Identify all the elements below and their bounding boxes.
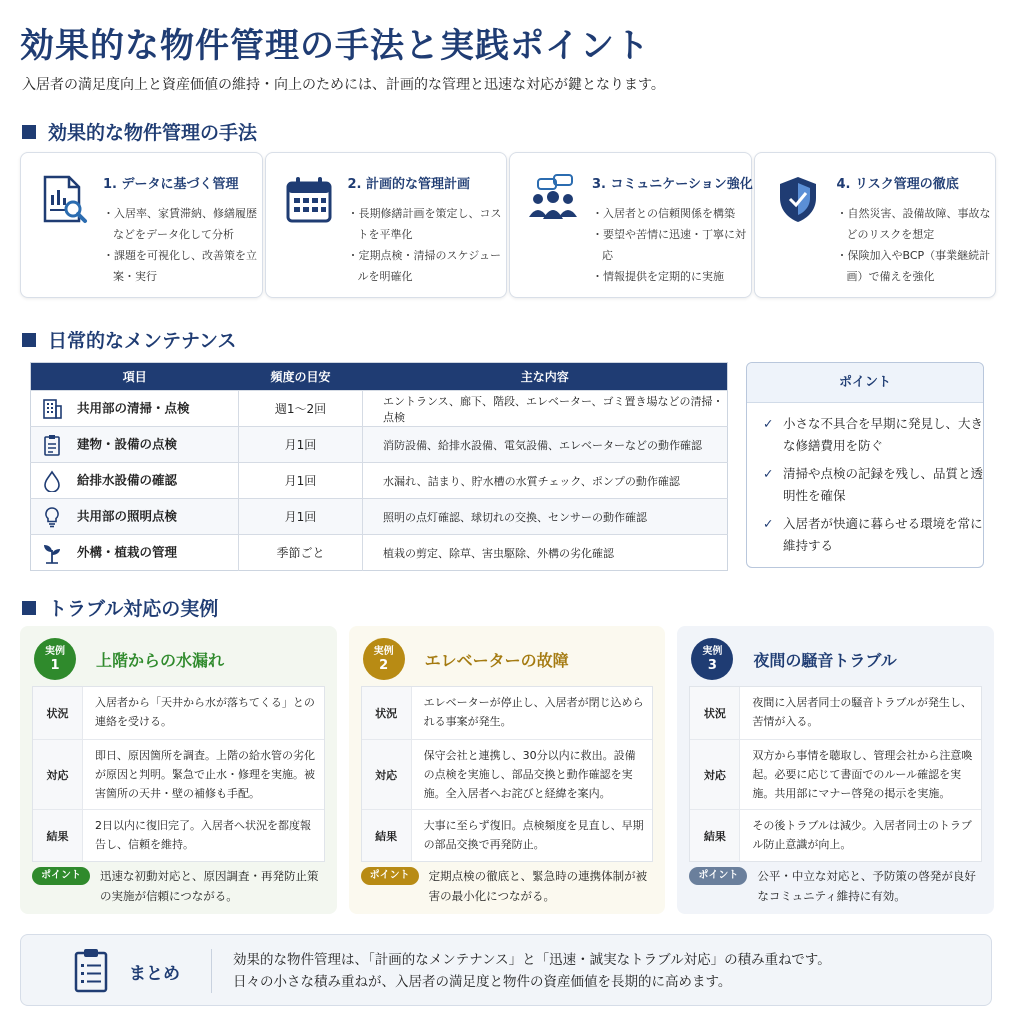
column-header: 項目 <box>31 363 239 391</box>
check-icon: ✓ <box>763 416 774 431</box>
page-title: 効果的な物件管理の手法と実践ポイント <box>20 26 650 66</box>
page-subtitle: 入居者の満足度向上と資産価値の維持・向上のためには、計画的な管理と迅速な対応が鍵となります。 <box>22 77 665 93</box>
heading-square-icon <box>22 125 36 139</box>
point-box-title: ポイント <box>747 363 983 403</box>
people-chat-icon <box>528 173 578 225</box>
check-icon: ✓ <box>763 516 774 531</box>
table-row: 共用部の清掃・点検 週1〜2回 エントランス、廊下、階段、エレベーター、ゴミ置き場などの清掃・点検 <box>31 391 728 427</box>
table-row: 外構・植栽の管理 季節ごと 植栽の剪定、除草、害虫駆除、外構の劣化確認 <box>31 535 728 571</box>
method-card <box>265 152 508 298</box>
section-heading-maintenance: 日常的なメンテナンス <box>22 326 236 353</box>
checklist-icon <box>41 434 63 456</box>
heading-square-icon <box>22 601 36 615</box>
case-card <box>20 626 337 914</box>
summary-divider <box>211 949 212 993</box>
method-title: 2. 計画的な管理計画 <box>347 177 471 192</box>
point-item: ✓ 入居者が快適に暮らせる環境を常に維持する <box>763 513 983 557</box>
table-row: 給排水設備の確認 月1回 水漏れ、詰まり、貯水槽の水質チェック、ポンプの動作確認 <box>31 463 728 499</box>
point-badge: ポイント <box>32 867 90 885</box>
table-row: 共用部の照明点検 月1回 照明の点灯確認、球切れの交換、センサーの動作確認 <box>31 499 728 535</box>
calendar-icon <box>284 173 334 225</box>
method-card <box>20 152 263 298</box>
table-row: 建物・設備の点検 月1回 消防設備、給排水設備、電気設備、エレベーターなどの動作確認 <box>31 427 728 463</box>
case-details: 状況 夜間に入居者同士の騒音トラブルが発生し、苦情が入る。 対応 双方から事情を聴取し、管理会社から注意喚起。必要に応じて書面でのルール確認を実施。共用部にマナー啓発の掲示を実施。 結果 その後トラブルは減少。入居者同士のトラブル防止意識が向上。 <box>689 686 982 862</box>
method-title: 1. データに基づく管理 <box>103 177 239 192</box>
case-details: 状況 エレベーターが停止し、入居者が閉じ込められる事案が発生。 対応 保守会社と連携し、30分以内に救出。設備の点検を実施し、部品交換と動作確認を実施。全入居者へお詫びと経緯を案内。 結果 大事に至らず復旧。点検頻度を見直し、早期の部品交換で再発防止。 <box>361 686 654 862</box>
section-heading-methods: 効果的な物件管理の手法 <box>22 118 257 145</box>
case-badge: 実例 3 <box>691 638 733 680</box>
method-bullets: ・ 自然災害、設備故障、事故などのリスクを想定 ・ 保険加入やBCP（事業継続計画）で備えを強化 <box>837 203 997 287</box>
point-badge: ポイント <box>361 867 419 885</box>
method-bullets: ・ 入居者との信頼関係を構築 ・ 要望や苦情に迅速・丁寧に対応 ・ 情報提供を定期的に実施 <box>592 203 752 287</box>
point-item: ✓ 小さな不具合を早期に発見し、大きな修繕費用を防ぐ <box>763 413 983 457</box>
case-cards <box>20 626 994 914</box>
method-title: 4. リスク管理の徹底 <box>836 177 959 192</box>
case-badge: 実例 1 <box>34 638 76 680</box>
maintenance-point-box <box>746 362 984 568</box>
method-card <box>754 152 997 298</box>
data-analysis-icon <box>39 173 89 225</box>
summary-text: 効果的な物件管理は、「計画的なメンテナンス」と「迅速・誠実なトラブル対応」の積み重ねです。 日々の小さな積み重ねが、入居者の満足度と物件の資産価値を長期的に高めます。 <box>233 952 831 990</box>
plant-icon <box>41 542 63 564</box>
case-point: ポイント 公平・中立な対応と、予防策の啓発が良好なコミュニティ維持に有効。 <box>689 866 986 906</box>
section-heading-cases: トラブル対応の実例 <box>22 594 218 621</box>
case-title: 夜間の騒音トラブル <box>753 651 897 670</box>
case-point: ポイント 定期点検の徹底と、緊急時の連携体制が被害の最小化につながる。 <box>361 866 658 906</box>
method-bullets: ・ 入居率、家賃滞納、修繕履歴などをデータ化して分析 ・ 課題を可視化し、改善策を立案・実行 <box>103 203 263 287</box>
table-header-row <box>31 363 728 391</box>
column-header: 主な内容 <box>363 363 728 391</box>
heading-square-icon <box>22 333 36 347</box>
case-title: エレベーターの故障 <box>424 651 569 670</box>
shield-icon <box>773 173 823 225</box>
building-icon <box>41 398 63 420</box>
summary-title: まとめ <box>129 964 180 984</box>
method-bullets: ・ 長期修繕計画を策定し、コストを平準化 ・ 定期点検・清掃のスケジュールを明確化 <box>348 203 508 287</box>
case-details: 状況 入居者から「天井から水が落ちてくる」との連絡を受ける。 対応 即日、原因箇所を調査。上階の給水管の劣化が原因と判明。緊急で止水・修理を実施。被害箇所の天井・壁の補修も手配。 結果 2日以内に復旧完了。入居者へ状況を都度報告し、信頼を維持。 <box>32 686 325 862</box>
clipboard-icon <box>73 947 109 993</box>
case-title: 上階からの水漏れ <box>96 651 225 670</box>
method-title: 3. コミュニケーション強化 <box>592 177 753 192</box>
check-icon: ✓ <box>763 466 774 481</box>
point-item: ✓ 清掃や点検の記録を残し、品質と透明性を確保 <box>763 463 983 507</box>
method-cards <box>20 152 996 298</box>
maintenance-table <box>30 362 728 571</box>
method-card <box>509 152 752 298</box>
case-card <box>677 626 994 914</box>
summary-box <box>20 934 992 1006</box>
column-header: 頻度の目安 <box>239 363 363 391</box>
case-badge: 実例 2 <box>363 638 405 680</box>
water-drop-icon <box>41 470 63 492</box>
case-point: ポイント 迅速な初動対応と、原因調査・再発防止策の実施が信頼につながる。 <box>32 866 329 906</box>
case-card <box>349 626 666 914</box>
point-badge: ポイント <box>689 867 747 885</box>
lightbulb-icon <box>41 506 63 528</box>
